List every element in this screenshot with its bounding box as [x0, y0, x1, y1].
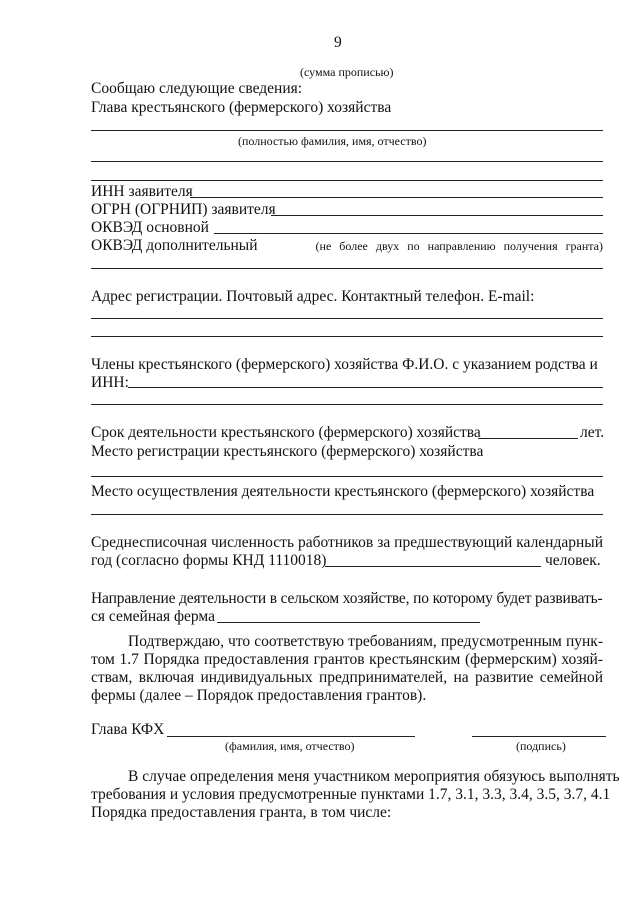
address-line-2[interactable]: [91, 336, 603, 337]
term-field[interactable]: [478, 438, 578, 439]
head-title: Глава крестьянского (фермерского) хозяйства: [91, 99, 392, 116]
head-kfh-label: Глава КФХ: [91, 721, 165, 738]
inn-label: ИНН заявителя: [91, 183, 193, 200]
signature-field[interactable]: [472, 736, 606, 737]
okved-extra-note: (не более двух по направлению получения гранта): [315, 239, 603, 253]
obligation-line-3: Порядка предоставления гранта, в том числе:: [91, 804, 392, 821]
headcount-line-1: Среднесписочная численность работников за предшествующий календарный: [91, 534, 603, 551]
confirm-line-2: том 1.7 Порядка предоставления грантов крестьянским (фермерским) хозяй-: [91, 651, 603, 668]
direction-field[interactable]: [217, 622, 480, 623]
sum-in-words-caption: (сумма прописью): [300, 65, 394, 79]
direction-line-1: Направление деятельности в сельском хозяйстве, по которому будет развивать-: [91, 590, 603, 607]
confirm-line-3: ствам, включая индивидуальных предпринимателей, на развитие семейной: [91, 669, 603, 686]
headcount-line-2: год (согласно формы КНД 1110018): [91, 552, 327, 569]
activity-place-field[interactable]: [91, 514, 603, 515]
headcount-field[interactable]: [325, 566, 541, 567]
address-line-1[interactable]: [91, 318, 603, 319]
fio-caption: (фамилия, имя, отчество): [225, 739, 355, 753]
confirm-line-1: Подтверждаю, что соответствую требованиям, предусмотренным пунк-: [128, 633, 603, 650]
activity-place-label: Место осуществления деятельности крестьянского (фермерского) хозяйства: [91, 483, 595, 500]
okved-extra-label: ОКВЭД дополнительный: [91, 237, 258, 254]
members-field-1[interactable]: [128, 387, 603, 388]
members-field-2[interactable]: [91, 404, 603, 405]
okved-main-field[interactable]: [214, 233, 603, 234]
intro-line: Сообщаю следующие сведения:: [91, 80, 303, 97]
signature-caption: (подпись): [516, 739, 566, 753]
full-name-line-2[interactable]: [91, 161, 603, 162]
headcount-unit: человек.: [545, 552, 601, 569]
members-line-1: Члены крестьянского (фермерского) хозяйства Ф.И.О. с указанием родства и: [91, 356, 598, 373]
reg-place-label: Место регистрации крестьянского (фермерского) хозяйства: [91, 443, 484, 460]
inn-field[interactable]: [190, 197, 603, 198]
term-label: Срок деятельности крестьянского (фермерского) хозяйства: [91, 424, 481, 441]
obligation-line-2: требования и условия предусмотренные пунктами 1.7, 3.1, 3.3, 3.4, 3.5, 3.7, 4.1: [91, 786, 611, 803]
full-name-line-3[interactable]: [91, 180, 603, 181]
ogrn-field[interactable]: [271, 215, 603, 216]
direction-line-2: ся семейная ферма: [91, 608, 216, 625]
obligation-line-1: В случае определения меня участником мероприятия обязуюсь выполнять: [128, 768, 620, 785]
page-number: 9: [334, 34, 342, 51]
ogrn-label: ОГРН (ОГРНИП) заявителя: [91, 201, 276, 218]
reg-place-field[interactable]: [91, 476, 603, 477]
okved-extra-field[interactable]: [91, 268, 603, 269]
address-label: Адрес регистрации. Почтовый адрес. Контактный телефон. E-mail:: [91, 288, 535, 305]
head-kfh-fio-field[interactable]: [167, 736, 415, 737]
okved-main-label: ОКВЭД основной: [91, 219, 209, 236]
confirm-line-4: фермы (далее – Порядок предоставления грантов).: [91, 687, 427, 704]
term-unit: лет.: [580, 424, 605, 441]
full-name-caption: (полностью фамилия, имя, отчество): [238, 134, 427, 148]
members-line-2: ИНН:: [91, 374, 129, 391]
full-name-line[interactable]: [91, 130, 603, 131]
